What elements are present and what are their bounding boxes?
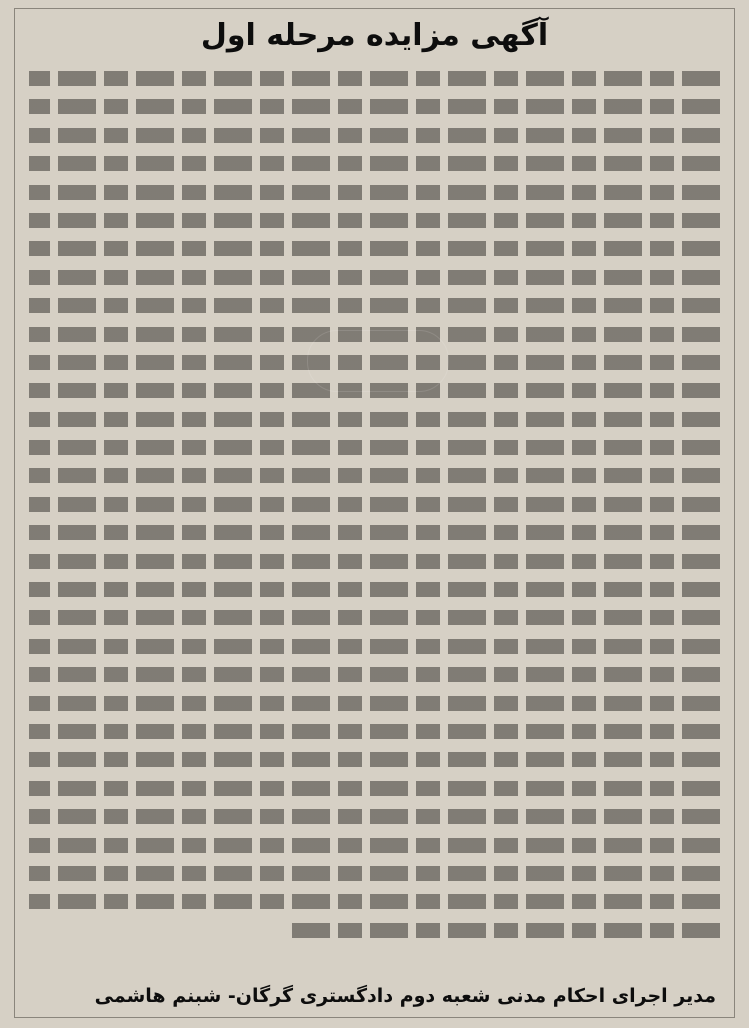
notice-body-line-placeholder — [29, 696, 720, 711]
notice-body-line-placeholder — [29, 724, 720, 739]
notice-body-line-placeholder — [29, 894, 720, 909]
notice-body-line-placeholder — [29, 412, 720, 427]
notice-body-line-placeholder — [29, 525, 720, 540]
notice-body-line-placeholder — [29, 383, 720, 398]
notice-body-line-placeholder — [29, 497, 720, 512]
notice-body-line-placeholder — [29, 610, 720, 625]
notice-body-line-placeholder — [29, 752, 720, 767]
notice-body-placeholder — [29, 65, 720, 975]
notice-body-line-placeholder — [29, 99, 720, 114]
notice-body-line-placeholder — [29, 468, 720, 483]
notice-body-line-placeholder — [29, 327, 720, 342]
notice-body-line-placeholder — [29, 270, 720, 285]
notice-body-line-placeholder — [29, 554, 720, 569]
notice-body-line-placeholder — [29, 241, 720, 256]
notice-headline: آگهی مزایده مرحله اول — [200, 18, 549, 53]
notice-body-line-placeholder — [29, 71, 720, 86]
notice-body-line-placeholder — [292, 923, 720, 938]
notice-body-line-placeholder — [29, 781, 720, 796]
notice-signature: مدیر اجرای احکام مدنی شعبه دوم دادگستری گرگان- شبنم هاشمی — [94, 985, 716, 1007]
notice-body-line-placeholder — [29, 185, 720, 200]
notice-body-line-placeholder — [29, 440, 720, 455]
notice-body-line-placeholder — [29, 128, 720, 143]
notice-body-line-placeholder — [29, 582, 720, 597]
notice-body-line-placeholder — [29, 866, 720, 881]
notice-body-line-placeholder — [29, 639, 720, 654]
notice-body-line-placeholder — [29, 213, 720, 228]
notice-body-line-placeholder — [29, 667, 720, 682]
notice-body-line-placeholder — [29, 809, 720, 824]
notice-body-line-placeholder — [29, 298, 720, 313]
notice-frame — [14, 8, 735, 1018]
notice-body-line-placeholder — [29, 355, 720, 370]
notice-body-line-placeholder — [29, 156, 720, 171]
notice-body-line-placeholder — [29, 838, 720, 853]
